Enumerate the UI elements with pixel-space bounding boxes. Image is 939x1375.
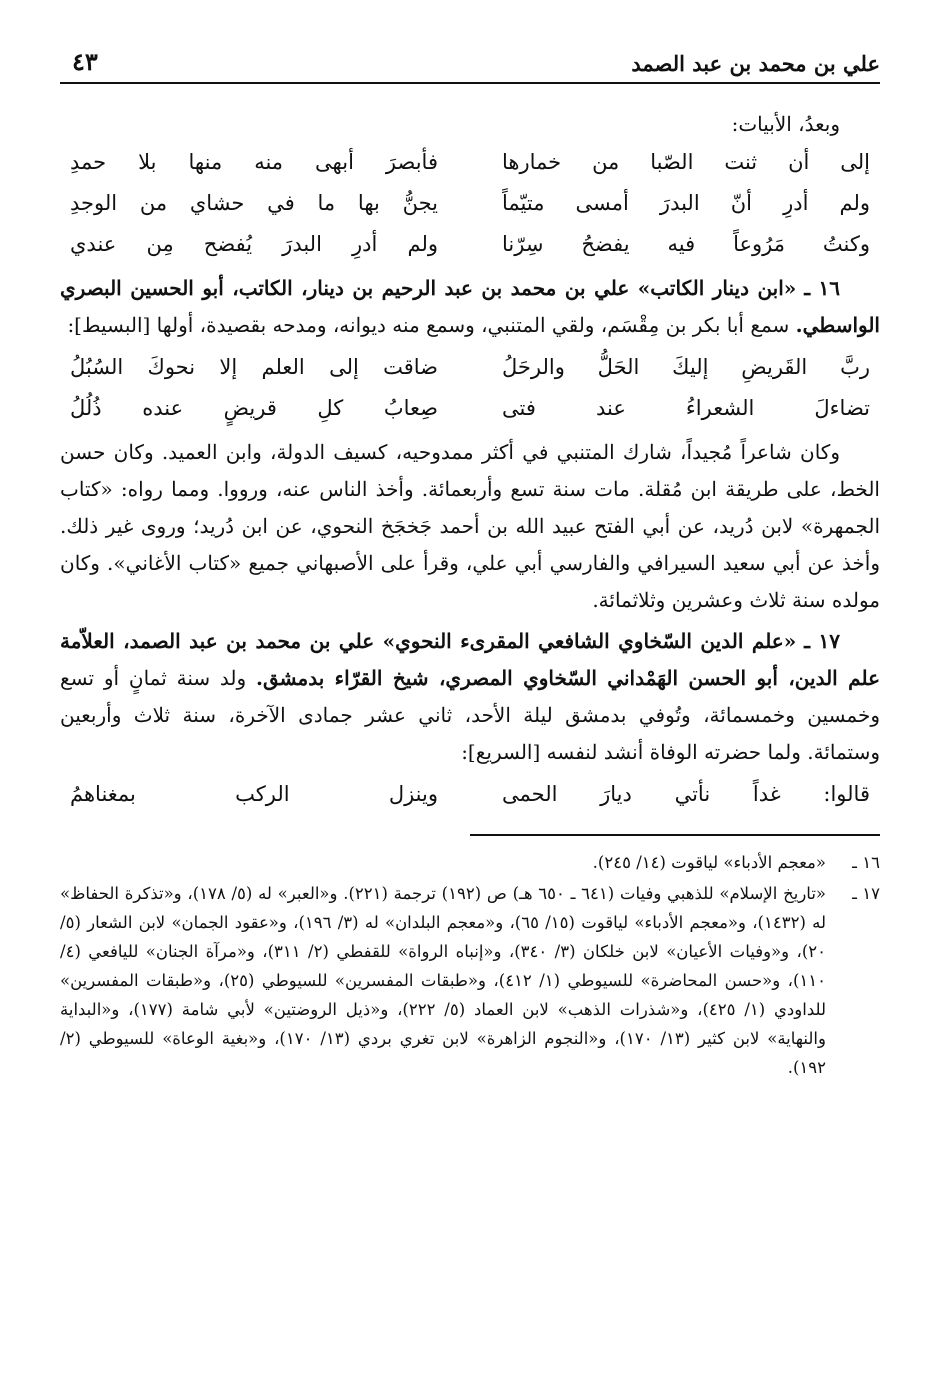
verse-first-hemistich: قالوا: غداً نأتي ديارَ الحمى [502,782,870,806]
verse-line [70,143,870,184]
footnote-number: ١٧ ـ [852,884,880,903]
footnote-text: «معجم الأدباء» لياقوت (١٤/ ٢٤٥). [592,853,826,872]
verse-second-hemistich: يجنُّ بها ما في حشاي من الوجدِ [70,191,438,215]
entry-heading: «ابن دينار الكاتب» علي بن محمد بن عبد الرحيم بن دينار، الكاتب، أبو الحسين البصري الواسطي. [60,276,880,337]
header-title: علي بن محمد بن عبد الصمد [631,51,880,76]
main-text [60,106,880,816]
verse-first-hemistich: ربَّ القَريضِ إليكَ الحَلُّ والرحَلُ [502,355,870,379]
verse-line [70,389,870,430]
verse-line [70,775,870,816]
entry-text: ولد سنة ثمانٍ أو تسع وخمسين وخمسمائة، وتُوفي بدمشق ليلة الأحد، ثاني عشر جمادى الآخرة، سنة ثلاث وأربعين وستمائة. ولما حضرته الوفاة أنشد لنفسه [السريع]: [60,666,880,764]
verse-block-2 [60,348,880,430]
footnote [60,879,880,1082]
verse-line [70,348,870,389]
book-page [60,40,880,1350]
verse-second-hemistich: فأبصرَ أبهى منه منها بلا حمدِ [70,150,438,174]
entry-16 [60,270,880,344]
verse-second-hemistich: وينزل الركب بمغناهمُ [70,782,438,806]
verse-block-3 [60,775,880,816]
footnote-text: «تاريخ الإسلام» للذهبي وفيات (٦٤١ ـ ٦٥٠ هـ) ص (١٩٢) ترجمة (٢٢١). و«العبر» له (٥/ ١٧٨)، و«تذكرة الحفاظ» له (١٤٣٢)، و«معجم الأدباء» لياقوت (١٥/ ٦٥)، و«معجم البلدان» له (٣/ ١٩٦)، و«عقود الجمان» لابن الشعار (٥/ ٢٠)، و«وفيات الأعيان» لابن خلكان (٣/ ٣٤٠)، و«إنباه الرواة» للقفطي (٢/ ٣١١)، و«مرآة الجنان» لليافعي (٤/ ١١٠)، و«حسن المحاضرة» للسيوطي (١/ ٤١٢)، و«طبقات المفسرين» للسيوطي (٢٥)، و«طبقات المفسرين» للداودي (١/ ٤٢٥)، و«شذرات الذهب» لابن العماد (٥/ ٢٢٢)، و«ذيل الروضتين» لأبي شامة (١٧٧)، و«البداية والنهاية» لابن كثير (١٣/ ١٧٠)، و«النجوم الزاهرة» لابن تغري بردي (١٣/ ١٧٠)، و«بغية الوعاة» للسيوطي (٢/ ١٩٢). [60,884,827,1077]
verse-second-hemistich: صِعابُ كلِ قريضٍ عنده ذُلُلُ [70,396,438,420]
footnotes [60,848,880,1082]
verse-first-hemistich: ولم أدرِ أنّ البدرَ أمسى متيّماً [502,191,870,215]
page-number: ٤٣ [72,47,98,76]
intro-line: وبعدُ، الأبيات: [731,112,840,136]
footnote-number: ١٦ ـ [852,853,880,872]
verse-first-hemistich: تضاءلَ الشعراءُ عند فتى [502,396,870,420]
verse-first-hemistich: إلى أن ثنت الصّبا من خمارها [502,150,870,174]
entry-17 [60,623,880,771]
entry-text: سمع أبا بكر بن مِقْسَم، ولقي المتنبي، وسمع منه ديوانه، ومدحه بقصيدة، أولها [البسيط]: [67,313,790,337]
verse-second-hemistich: ولم أدرِ البدرَ يُفضح مِن عندي [70,232,438,256]
verse-line [70,184,870,225]
entry-heading: «علم الدين السّخاوي الشافعي المقرىء النحوي» علي بن محمد بن عبد الصمد، العلاّمة علم الدين، أبو الحسن الهَمْداني السّخاوي المصري، شيخ القرّاء بدمشق. [60,629,881,690]
entry-16-continuation: وكان شاعراً مُجيداً، شارك المتنبي في أكثر ممدوحيه، كسيف الدولة، وابن العميد. وكان حسن الخط، على طريقة ابن مُقلة. مات سنة تسع وأربعمائة. وأخذ الناس عنه، ورووا. ومما رواه: «كتاب الجمهرة» لابن دُريد، عن أبي الفتح عبيد الله بن أحمد جَخجَخ النحوي، عن ابن دُريد؛ وروى غير ذلك. وأخذ عن أبي سعيد السيرافي والفارسي أبي علي، وقرأ على الأصبهاني جميع «كتاب الأغاني». وكان مولده سنة ثلاث وعشرين وثلاثمائة. [60,440,881,612]
verse-block-1 [60,143,880,266]
footnote [60,848,880,877]
verse-second-hemistich: ضاقت إلى العلم إلا نحوكَ السُبُلُ [70,355,438,379]
entry-number: ١٧ ـ [804,629,841,653]
verse-first-hemistich: وكنتُ مَرُوعاً فيه يفضحُ سِرّنا [502,232,870,256]
running-header [60,40,880,84]
entry-number: ١٦ ـ [804,276,840,300]
footnote-divider [470,834,880,836]
verse-line [70,225,870,266]
